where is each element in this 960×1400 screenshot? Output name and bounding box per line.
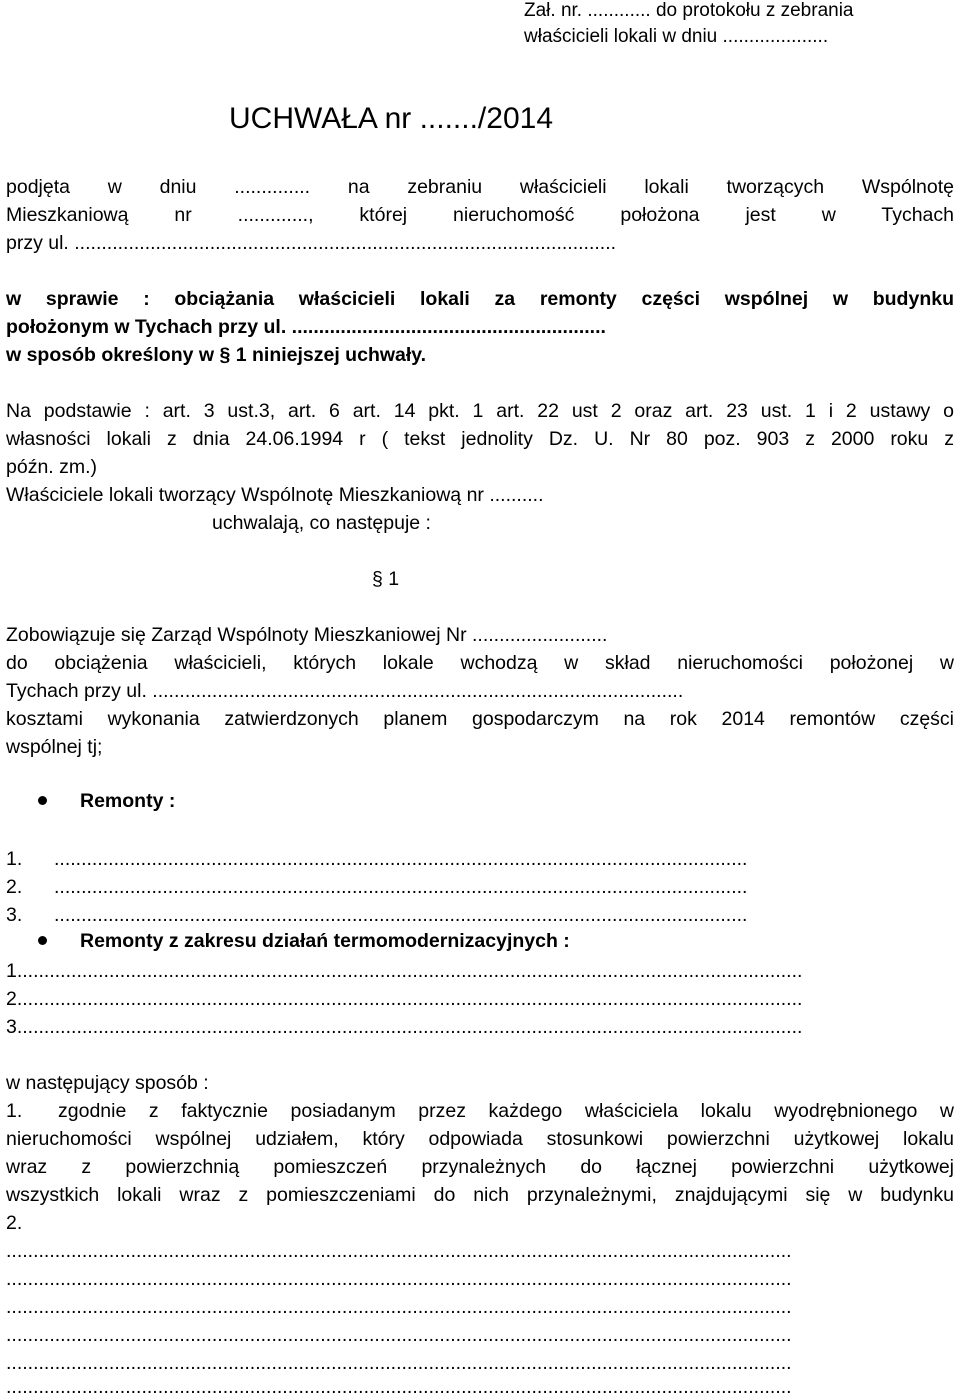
dotted-line: ................................................................................................................................................. <box>6 1240 792 1262</box>
legal-basis-line: Na podstawie : art. 3 ust.3, art. 6 art. 14 pkt. 1 art. 22 ust 2 oraz art. 23 ust. 1 i 2 ustawy o <box>6 400 954 422</box>
intro-line: Mieszkaniową nr ............., której nieruchomość położona jest w Tychach <box>6 204 954 226</box>
legal-basis-line: własności lokali z dnia 24.06.1994 r ( tekst jednolity Dz. U. Nr 80 poz. 903 z 2000 roku z <box>6 428 954 450</box>
list-item: 1. ................................................................................................................................ <box>6 848 748 870</box>
list-item: 2. ................................................................................................................................ <box>6 876 748 898</box>
body-line: kosztami wykonania zatwierdzonych planem gospodarczym na rok 2014 remontów części <box>6 708 954 730</box>
legal-basis-line: późn. zm.) <box>6 456 98 478</box>
body-line: wspólnej tj; <box>6 736 103 758</box>
body-line: do obciążenia właścicieli, których lokale wchodzą w skład nieruchomości położonej w <box>6 652 954 674</box>
list-item: 3. ................................................................................................................................ <box>6 904 748 926</box>
resolve-line: uchwalają, co następuje : <box>212 512 431 534</box>
body-line: Tychach przy ul. .................................................................................................. <box>6 680 684 702</box>
attachment-header-line1: Zał. nr. ............ do protokołu z zebrania <box>524 0 854 21</box>
method-intro: w następujący sposób : <box>6 1072 209 1094</box>
attachment-header-line2: właścicieli lokali w dniu .................... <box>524 26 829 47</box>
dotted-line: ................................................................................................................................................. <box>6 1376 792 1398</box>
resolution-title: UCHWAŁA nr ......./2014 <box>229 102 554 135</box>
intro-line: przy ul. .................................................................................................... <box>6 232 617 254</box>
subject-line: położonym w Tychach przy ul. .......................................................... <box>6 316 606 338</box>
subject-line: w sprawie : obciążania właścicieli lokali za remonty części wspólnej w budynku <box>6 288 954 310</box>
method-point-1-line: zgodnie z faktycznie posiadanym przez każdego właściciela lokalu wyodrębnionego w <box>58 1100 954 1122</box>
list-item: 1................................................................................................................................................. <box>6 960 803 982</box>
method-point-1-num: 1. <box>6 1100 23 1122</box>
section-heading: § 1 <box>372 568 400 590</box>
bullet-icon <box>38 796 47 805</box>
method-point-1-line: wszystkich lokali wraz z pomieszczeniami do nich przynależnymi, znajdującymi się w budynku <box>6 1184 954 1206</box>
owners-line: Właściciele lokali tworzący Wspólnotę Mieszkaniową nr .......... <box>6 484 544 506</box>
body-line: Zobowiązuje się Zarząd Wspólnoty Mieszkaniowej Nr ......................... <box>6 624 608 646</box>
intro-line: podjęta w dniu .............. na zebraniu właścicieli lokali tworzących Wspólnotę <box>6 176 954 198</box>
dotted-line: ................................................................................................................................................. <box>6 1268 792 1290</box>
method-point-2-num: 2. <box>6 1212 23 1234</box>
bullet-icon <box>38 936 47 945</box>
dotted-line: ................................................................................................................................................. <box>6 1352 792 1374</box>
thermo-repairs-heading: Remonty z zakresu działań termomodernizacyjnych : <box>80 930 570 952</box>
list-item: 2................................................................................................................................................. <box>6 988 803 1010</box>
method-point-1-line: nieruchomości wspólnej udziałem, który odpowiada stosunkowi powierzchni użytkowej lokalu <box>6 1128 954 1150</box>
subject-line: w sposób określony w § 1 niniejszej uchwały. <box>6 344 427 366</box>
list-item: 3................................................................................................................................................. <box>6 1016 803 1038</box>
method-point-1-line: wraz z powierzchnią pomieszczeń przynależnych do łącznej powierzchni użytkowej <box>6 1156 954 1178</box>
repairs-heading: Remonty : <box>80 790 176 812</box>
dotted-line: ................................................................................................................................................. <box>6 1296 792 1318</box>
dotted-line: ................................................................................................................................................. <box>6 1324 792 1346</box>
